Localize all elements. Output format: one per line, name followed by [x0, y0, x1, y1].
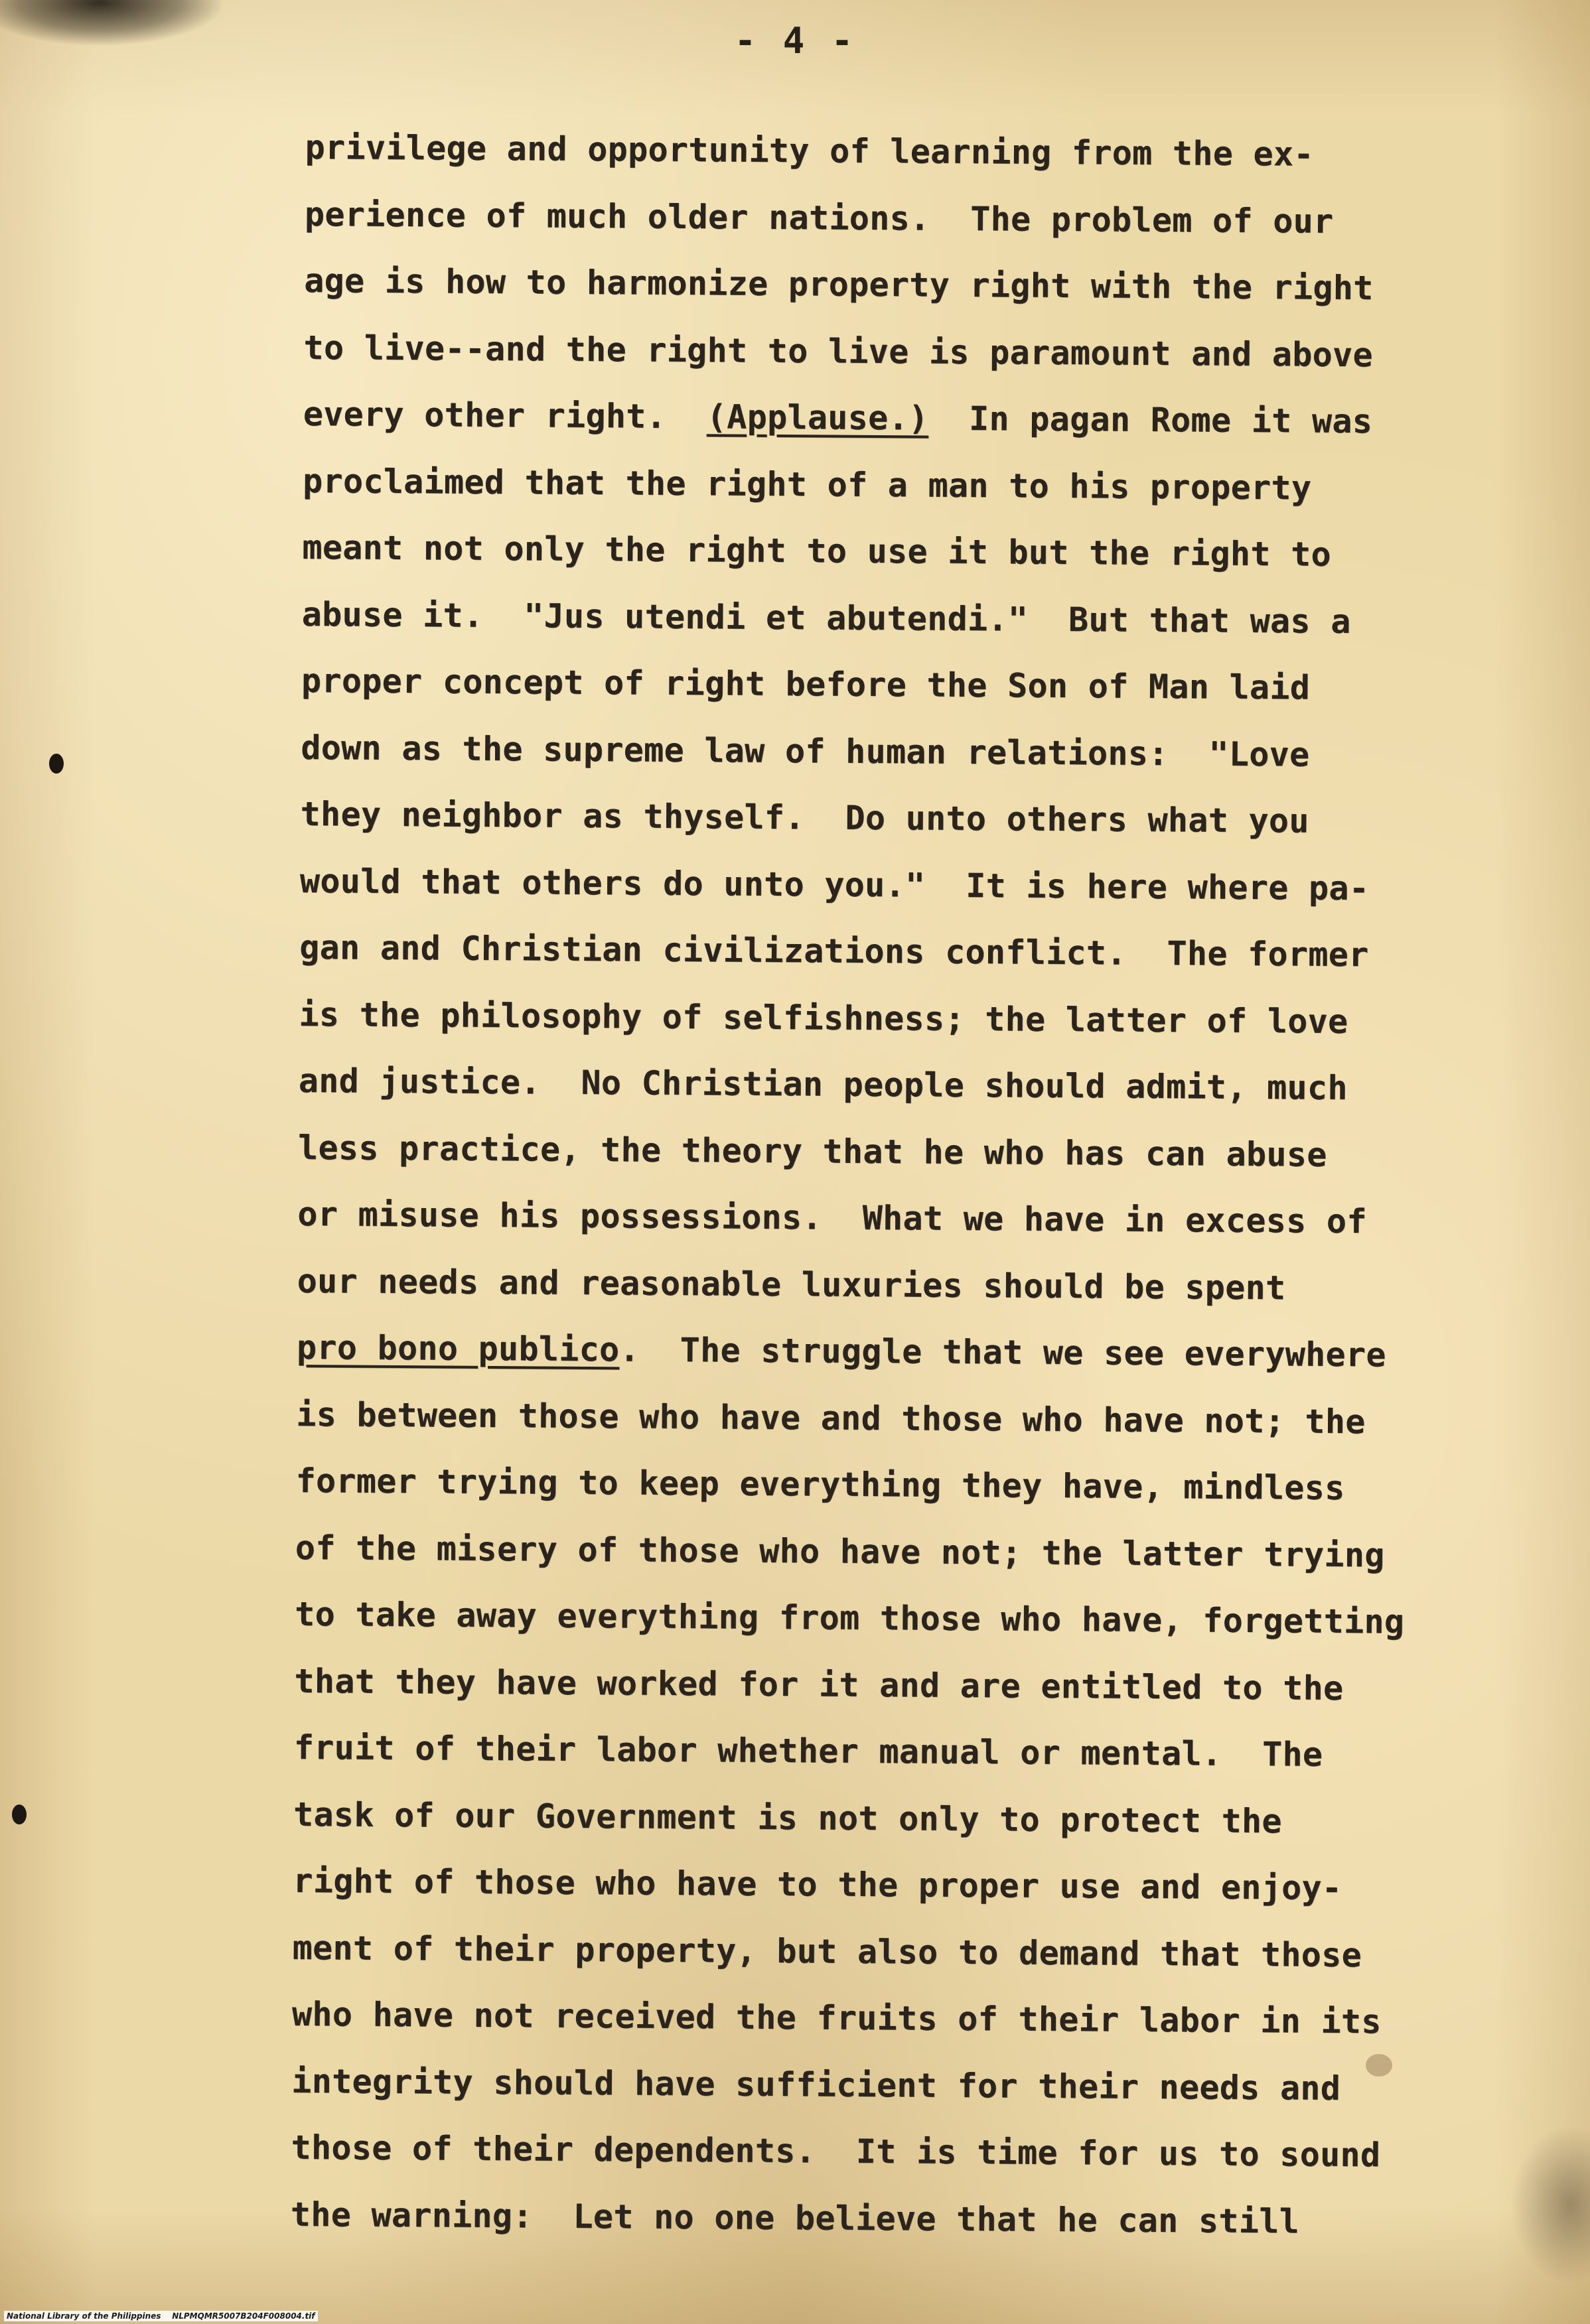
- text-line: [297, 1314, 1492, 1389]
- text-line: [297, 1181, 1492, 1256]
- text-line: [294, 1647, 1489, 1722]
- page-number: - 4 -: [734, 20, 856, 62]
- text-segment: those of their dependents. It is time for us to sound: [291, 2128, 1381, 2175]
- text-line: [303, 381, 1498, 456]
- text-line: [292, 1981, 1487, 2056]
- text-segment: meant not only the right to use it but the right to: [302, 527, 1332, 574]
- text-line: [298, 1114, 1493, 1189]
- text-line: [303, 314, 1498, 389]
- text-segment: proclaimed that the right of a man to his property: [302, 461, 1312, 508]
- text-line: [293, 1781, 1488, 1856]
- text-line: [296, 1381, 1491, 1456]
- text-segment: is the philosophy of selfishness; the latter of love: [299, 994, 1348, 1041]
- text-segment: or misuse his possessions. What we have in excess of: [297, 1194, 1367, 1241]
- text-segment: to live--and the right to live is paramount and above: [303, 328, 1374, 374]
- text-segment: of the misery of those who have not; the latter trying: [295, 1528, 1385, 1574]
- text-segment: . The struggle that we see everywhere: [619, 1330, 1386, 1375]
- text-segment: right of those who have to the proper use and enjoy-: [293, 1861, 1342, 1907]
- text-line: [298, 1048, 1493, 1123]
- text-segment: task of our Government is not only to protect the: [293, 1795, 1283, 1840]
- text-line: [301, 581, 1496, 655]
- text-line: [295, 1581, 1490, 1656]
- punch-hole-mark: [49, 754, 64, 774]
- scan-footer-caption: National Library of the Philippines NLPMQMR5007B204F008004.tif: [4, 2311, 318, 2321]
- scan-edge-shadow: [1510, 2125, 1590, 2284]
- text-segment: our needs and reasonable luxuries should be spent: [297, 1261, 1286, 1307]
- text-segment: perience of much older nations. The problem of our: [304, 194, 1334, 241]
- text-line: [302, 514, 1497, 589]
- underlined-text: pro bono publico: [296, 1328, 620, 1369]
- text-segment: proper concept of right before the Son of Man laid: [301, 661, 1311, 707]
- text-line: [291, 2047, 1486, 2122]
- text-line: [299, 981, 1494, 1056]
- text-line: [304, 247, 1499, 322]
- text-line: [297, 1247, 1492, 1322]
- text-line: [305, 180, 1500, 255]
- underlined-text: (Applause.): [706, 397, 929, 438]
- text-segment: fruit of their labor whether manual or mental. The: [293, 1728, 1323, 1774]
- text-segment: privilege and opportunity of learning from the ex-: [305, 127, 1314, 174]
- text-line: [301, 648, 1496, 722]
- text-segment: ment of their property, but also to demand that those: [292, 1928, 1362, 1974]
- text-line: [291, 2181, 1486, 2256]
- text-line: [292, 1914, 1487, 1989]
- text-line: [293, 1714, 1488, 1789]
- text-segment: would that others do unto you." It is here where pa-: [299, 861, 1370, 908]
- text-segment: they neighbor as thyself. Do unto others what you: [300, 794, 1309, 841]
- text-line: [299, 914, 1494, 989]
- text-segment: gan and Christian civilizations conflict. The former: [299, 927, 1369, 975]
- text-line: [300, 847, 1495, 922]
- paper-stain: [1366, 2054, 1392, 2077]
- text-segment: the warning: Let no one believe that he can still: [290, 2195, 1300, 2241]
- text-segment: In pagan Rome it was: [928, 399, 1373, 441]
- text-segment: that they have worked for it and are entitled to the: [294, 1661, 1344, 1708]
- text-segment: and justice. No Christian people should admit, much: [298, 1061, 1348, 1108]
- text-segment: down as the supreme law of human relations: "Love: [301, 728, 1310, 774]
- text-segment: less practice, the theory that he who has can abuse: [297, 1128, 1327, 1174]
- text-line: [303, 447, 1498, 522]
- text-line: [300, 781, 1495, 856]
- text-line: [295, 1448, 1490, 1523]
- text-line: [293, 1848, 1488, 1923]
- text-segment: integrity should have sufficient for their needs and: [291, 2061, 1341, 2108]
- text-line: [291, 2114, 1486, 2189]
- typed-text-body: [291, 114, 1500, 2256]
- text-line: [305, 114, 1500, 189]
- punch-hole-mark: [12, 1805, 27, 1824]
- text-segment: is between those who have and those who have not; the: [296, 1395, 1366, 1441]
- text-segment: to take away everything from those who have, forgetting: [295, 1594, 1405, 1641]
- text-segment: former trying to keep everything they have, mindless: [295, 1461, 1345, 1507]
- text-segment: who have not received the fruits of their labor in its: [291, 1994, 1382, 2041]
- text-segment: every other right.: [303, 394, 707, 437]
- text-segment: age is how to harmonize property right with the right: [304, 261, 1374, 308]
- text-line: [301, 714, 1496, 789]
- text-segment: abuse it. "Jus utendi et abutendi." But that was a: [301, 594, 1351, 641]
- text-line: [295, 1514, 1490, 1589]
